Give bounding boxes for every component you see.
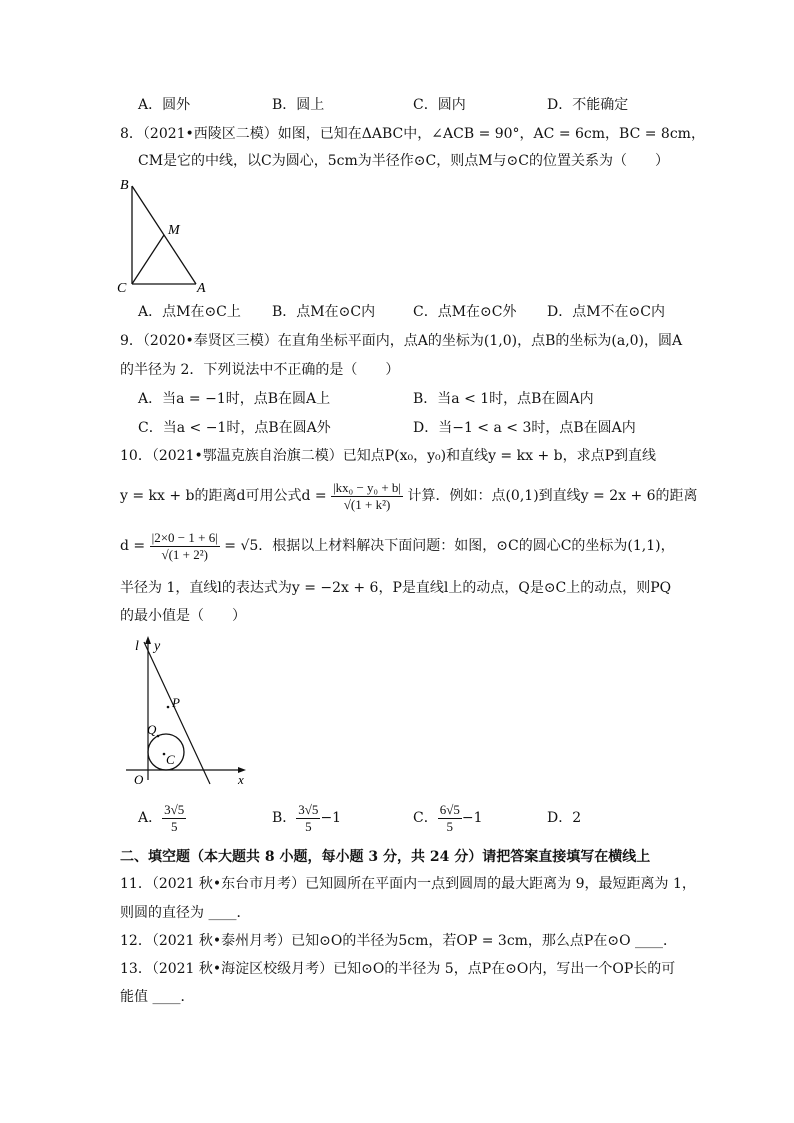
q9-option-a: A．当a = −1时，点B在圆A上 bbox=[138, 391, 331, 407]
q10-stem-line1: 10．（2021•鄂温克族自治旗二模）已知点P(x₀，y₀)和直线y = kx + b，求点P到直线 bbox=[120, 448, 657, 464]
q8-stem-line1: 8．（2021•西陵区二模）如图，已知在ΔABC中，∠ACB = 90°，AC = 6cm，BC = 8cm， bbox=[120, 126, 705, 142]
q8-label-b: B bbox=[120, 178, 129, 193]
q10-option-c-denominator: 5 bbox=[446, 818, 454, 834]
q10-option-b bbox=[272, 800, 341, 836]
q12-stem: 12．（2021 秋•泰州月考）已知⊙O的半径为5cm，若OP = 3cm，那么点P在⊙O ____． bbox=[120, 933, 678, 949]
q7-option-b: B．圆上 bbox=[272, 97, 325, 113]
q9-stem-line2: 的半径为 2．下列说法中不正确的是（ ） bbox=[120, 362, 400, 378]
q10-option-b-tail: −1 bbox=[320, 810, 342, 826]
q10-example-fraction bbox=[150, 530, 220, 563]
q10-example-denominator: √(1 + 2²) bbox=[161, 546, 208, 562]
q10-label-y: y bbox=[154, 639, 161, 654]
q10-formula-denominator: √(1 + k²) bbox=[343, 496, 391, 512]
q10-option-d: D．2 bbox=[547, 810, 582, 826]
q9-option-c: C．当a < −1时，点B在圆A外 bbox=[138, 420, 331, 436]
q11-stem-line2: 则圆的直径为 ____． bbox=[120, 905, 251, 921]
q8-triangle-figure bbox=[112, 172, 222, 297]
q10-option-c-fraction bbox=[438, 802, 462, 835]
q7-option-d: D．不能确定 bbox=[547, 97, 629, 113]
q10-label-x: x bbox=[238, 772, 244, 787]
q10-stem-line3 bbox=[120, 528, 675, 564]
q13-stem-line2: 能值 ____． bbox=[120, 989, 195, 1005]
q10-stem-line2 bbox=[120, 478, 698, 514]
q10-formula-fraction bbox=[331, 480, 403, 513]
q10-label-q: Q bbox=[147, 722, 157, 737]
q10-label-p: P bbox=[172, 695, 180, 710]
q10-label-c: C bbox=[166, 752, 175, 767]
q10-option-a-denominator: 5 bbox=[170, 818, 178, 834]
q10-option-a bbox=[138, 800, 186, 836]
q8-option-a: A．点M在⊙C上 bbox=[138, 304, 241, 320]
q10-option-b-letter: B． bbox=[272, 810, 297, 826]
q13-stem-line1: 13．（2021 秋•海淀区校级月考）已知⊙O的半径为 5，点P在⊙O内，写出一个OP长的可 bbox=[120, 961, 676, 977]
q10-line2-suffix: 计算．例如：点(0,1)到直线y = 2x + 6的距离 bbox=[407, 488, 698, 504]
q10-coordinate-figure bbox=[120, 632, 260, 792]
q7-option-a: A．圆外 bbox=[138, 97, 191, 113]
q10-example-numerator: |2×0 − 1 + 6| bbox=[151, 529, 218, 545]
q10-label-o: O bbox=[134, 772, 144, 787]
q9-option-d: D．当−1 < a < 3时，点B在圆A内 bbox=[413, 420, 636, 436]
q10-option-a-numerator: 3√5 bbox=[164, 801, 185, 817]
q10-stem-line5: 的最小值是（ ） bbox=[120, 608, 246, 624]
q8-label-a: A bbox=[197, 281, 206, 296]
q10-option-a-fraction bbox=[162, 802, 186, 835]
q8-option-c: C．点M在⊙C外 bbox=[413, 304, 517, 320]
q10-option-a-letter: A． bbox=[138, 810, 163, 826]
q10-line3-suffix: = √5．根据以上材料解决下面问题：如图，⊙C的圆心C的坐标为(1,1)， bbox=[224, 538, 675, 554]
section-2-heading: 二、填空题（本大题共 8 小题，每小题 3 分，共 24 分）请把答案直接填写在横线上 bbox=[120, 849, 651, 865]
q10-option-c-tail: −1 bbox=[461, 810, 483, 826]
q10-option-c bbox=[413, 800, 483, 836]
q9-option-b: B．当a < 1时，点B在圆A内 bbox=[413, 391, 594, 407]
q10-option-c-letter: C． bbox=[413, 810, 438, 826]
q10-formula-numerator: |kx₀ − y₀ + b| bbox=[333, 479, 402, 495]
q10-option-b-fraction bbox=[296, 802, 320, 835]
q8-option-b: B．点M在⊙C内 bbox=[272, 304, 376, 320]
q10-label-l: l bbox=[135, 639, 139, 654]
q8-stem-line2: CM是它的中线，以C为圆心，5cm为半径作⊙C，则点M与⊙C的位置关系为（ ） bbox=[138, 153, 670, 169]
q8-label-m: M bbox=[168, 223, 180, 238]
q10-stem-line4: 半径为 1，直线l的表达式为y = −2x + 6，P是直线l上的动点，Q是⊙C上的动点，则PQ bbox=[120, 580, 672, 596]
q7-option-c: C．圆内 bbox=[413, 97, 466, 113]
q10-option-b-denominator: 5 bbox=[305, 818, 312, 834]
q10-line2-prefix: y = kx + b的距离d可用公式d = bbox=[120, 488, 327, 504]
q8-label-c: C bbox=[117, 281, 127, 296]
q9-stem-line1: 9．（2020•奉贤区三模）在直角坐标平面内，点A的坐标为(1,0)，点B的坐标为(a,0)，圆A bbox=[120, 333, 683, 349]
q8-option-d: D．点M不在⊙C内 bbox=[547, 304, 666, 320]
q10-line3-prefix: d = bbox=[120, 538, 146, 554]
q11-stem-line1: 11．（2021 秋•东台市月考）已知圆所在平面内一点到圆周的最大距离为 9，最短距离为 1， bbox=[120, 876, 696, 892]
q10-option-b-numerator: 3√5 bbox=[298, 801, 319, 817]
q10-option-c-numerator: 6√5 bbox=[439, 801, 460, 817]
